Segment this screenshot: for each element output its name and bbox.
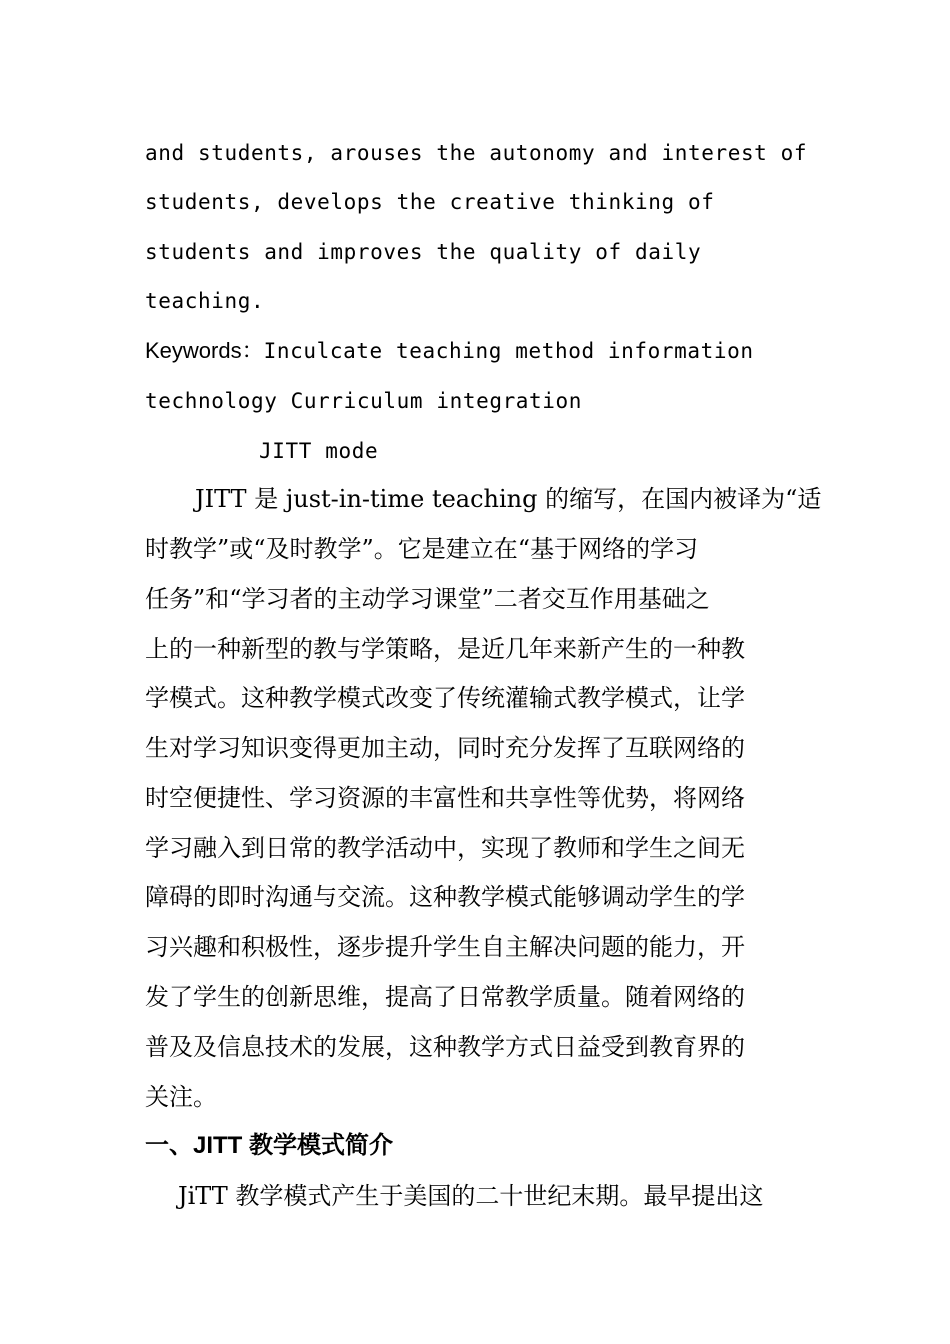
section-1-heading: 一、JITT 教学模式简介: [145, 1132, 394, 1159]
intro-line-7: 时空便捷性、学习资源的丰富性和共享性等优势，将网络: [145, 784, 745, 812]
keywords-line-3: JITT mode: [259, 439, 379, 463]
intro-line-12: 普及及信息技术的发展，这种教学方式日益受到教育界的: [145, 1033, 745, 1061]
keywords-label: Keywords：: [145, 338, 264, 363]
intro-line-4: 上的一种新型的教与学策略，是近几年来新产生的一种教: [145, 635, 745, 663]
intro-line-2: 时教学”或“及时教学”。它是建立在“基于网络的学习: [145, 535, 699, 563]
abstract-line-2: students, develops the creative thinking of: [145, 190, 715, 214]
intro-line-11: 发了学生的创新思维，提高了日常教学质量。随着网络的: [145, 983, 745, 1011]
intro-line-5: 学模式。这种教学模式改变了传统灌输式教学模式，让学: [145, 684, 745, 712]
abstract-line-4: teaching.: [145, 289, 265, 313]
intro-line-1: JITT 是 just-in-time teaching 的缩写，在国内被译为“适: [195, 485, 822, 513]
abstract-line-1: and students, arouses the autonomy and interest of: [145, 141, 808, 165]
intro-line-3: 任务”和“学习者的主动学习课堂”二者交互作用基础之: [145, 585, 710, 613]
intro-line-6: 生对学习知识变得更加主动，同时充分发挥了互联网络的: [145, 734, 745, 762]
keywords-line-2: technology Curriculum integration: [145, 389, 583, 413]
abstract-line-3: students and improves the quality of daily: [145, 240, 702, 264]
intro-line-9: 障碍的即时沟通与交流。这种教学模式能够调动学生的学: [145, 883, 745, 911]
intro-line-10: 习兴趣和积极性，逐步提升学生自主解决问题的能力，开: [145, 933, 745, 961]
keywords-line-1: [145, 336, 754, 369]
keywords-text-1: Inculcate teaching method information: [263, 339, 754, 363]
section-1-line-1: JiTT 教学模式产生于美国的二十世纪末期。最早提出这: [178, 1182, 764, 1210]
intro-line-8: 学习融入到日常的教学活动中，实现了教师和学生之间无: [145, 834, 745, 862]
intro-line-13: 关注。: [145, 1083, 217, 1111]
